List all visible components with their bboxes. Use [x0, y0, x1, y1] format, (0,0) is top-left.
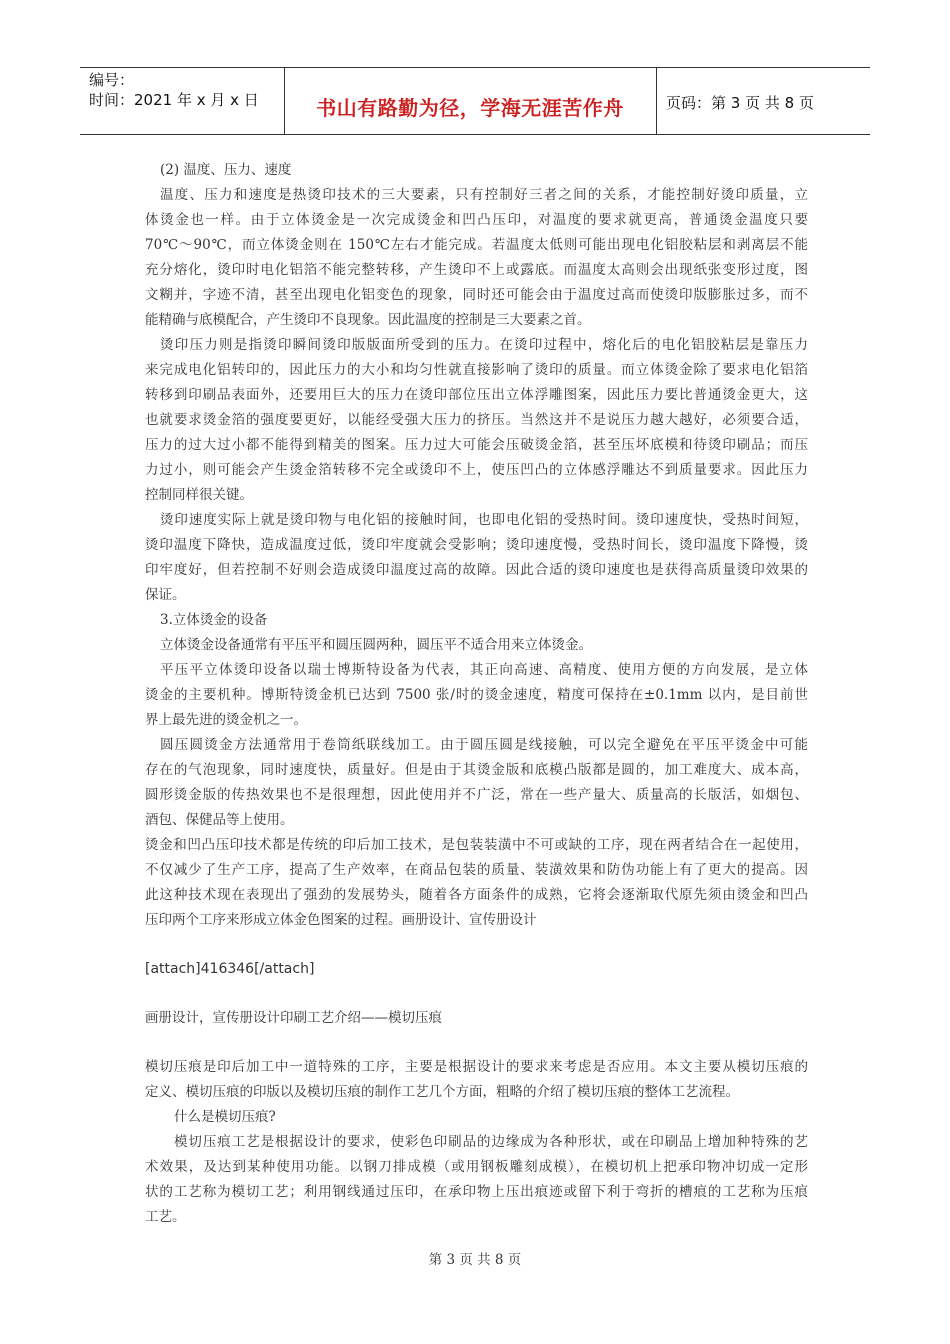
- text-line: 也就要求烫金箔的强度要更好，以能经受强大压力的挤压。当然这并不是说压力越大越好，必须要合适，: [145, 412, 808, 428]
- page-footer: 第 3 页 共 8 页: [428, 1252, 522, 1268]
- text-line: 来完成电化铝转印的，因此压力的大小和均匀性就直接影响了烫印的质量。而立体烫金除了要求电化铝箔: [145, 362, 808, 378]
- section-heading: (2) 温度、压力、速度: [160, 162, 292, 178]
- text-line: 保证。: [145, 587, 186, 603]
- text-line: 文糊并，字迹不清，甚至出现电化铝变色的现象，同时还可能会由于温度过高而使烫印版膨胀过多，而不: [145, 287, 808, 303]
- text-line: 存在的气泡现象，同时速度快，质量好。但是由于其烫金版和底模凸版都是圆的，加工难度大、成本高，: [145, 762, 808, 778]
- header-motto: 书山有路勤为径，学海无涯苦作舟: [316, 96, 624, 120]
- text-line: 平压平立体烫印设备以瑞士博斯特设备为代表，其正向高速、高精度、使用方便的方向发展，是立体: [160, 662, 808, 678]
- text-line: 圆压圆烫金方法通常用于卷筒纸联线加工。由于圆压圆是线接触，可以完全避免在平压平烫金中可能: [160, 737, 808, 753]
- text-line: 术效果，及达到某种使用功能。以钢刀排成模（或用钢板雕刻成模），在模切机上把承印物冲切成一定形: [145, 1159, 808, 1175]
- text-line: 压印两个工序来形成立体金色图案的过程。画册设计、宣传册设计: [145, 912, 537, 928]
- header-page-label: 页码：第 3 页 共 8 页: [666, 94, 814, 112]
- text-line: 工艺。: [145, 1209, 186, 1225]
- text-line: 烫金的主要机种。博斯特烫金机已达到 7500 张/时的烫金速度，精度可保持在±0.1mm 以内，是目前世: [145, 687, 808, 703]
- text-line: 圆形烫金版的传热效果也不是很理想，因此使用并不广泛，常在一些产量大、质量高的长版活，如烟包、: [145, 787, 808, 803]
- text-line: 立体烫金设备通常有平压平和圆压圆两种，圆压平不适合用来立体烫金。: [160, 637, 592, 653]
- text-line: 温度、压力和速度是热烫印技术的三大要素，只有控制好三者之间的关系，才能控制好烫印质量，立: [160, 187, 808, 203]
- code-label: 编号：: [89, 71, 135, 89]
- header-meta: [89, 70, 259, 110]
- text-line: 力过小，则可能会产生烫金箔转移不完全或烫印不上，使压凹凸的立体感浮雕达不到质量要求。因此压力: [145, 462, 808, 478]
- text-line: 此这种技术现在表现出了强劲的发展势头，随着各方面条件的成熟，它将会逐渐取代原先须由烫金和凹凸: [145, 887, 808, 903]
- text-line: 烫印压力则是指烫印瞬间烫印版版面所受到的压力。在烫印过程中，熔化后的电化铝胶粘层是靠压力: [160, 337, 808, 353]
- text-line: 控制同样很关键。: [145, 487, 253, 503]
- text-line: 体烫金也一样。由于立体烫金是一次完成烫金和凹凸压印，对温度的要求就更高，普通烫金温度只要: [145, 212, 808, 228]
- text-line: 酒包、保健品等上使用。: [145, 812, 294, 828]
- text-line: 充分熔化，烫印时电化铝箔不能完整转移，产生烫印不上或露底。而温度太高则会出现纸张变形过度，图: [145, 262, 808, 278]
- header-table: [80, 67, 870, 135]
- text-line: 界上最先进的烫金机之一。: [145, 712, 307, 728]
- date-line: 时间：2021 年 x 月 x 日: [89, 91, 259, 109]
- article-title: 画册设计，宣传册设计印刷工艺介绍——模切压痕: [145, 1010, 442, 1026]
- section-heading: 3.立体烫金的设备: [160, 612, 268, 628]
- text-line: 状的工艺称为模切工艺；利用钢线通过压印，在承印物上压出痕迹或留下利于弯折的槽痕的工艺称为压痕: [145, 1184, 808, 1200]
- text-line: 70℃～90℃，而立体烫金则在 150℃左右才能完成。若温度太低则可能出现电化铝胶粘层和剥离层不能: [145, 237, 808, 253]
- attach-placeholder: [attach]416346[/attach]: [145, 961, 315, 977]
- text-line: 烫金和凹凸压印技术都是传统的印后加工技术，是包装装潢中不可或缺的工序，现在两者结合在一起使用，: [145, 837, 808, 853]
- text-line: 模切压痕是印后加工中一道特殊的工序，主要是根据设计的要求来考虑是否应用。本文主要从模切压痕的: [145, 1059, 808, 1075]
- text-line: 烫印温度下降快，造成温度过低，烫印牢度就会受影响；烫印速度慢，受热时间长，烫印温度下降慢，烫: [145, 537, 808, 553]
- header-divider: [656, 68, 657, 134]
- text-line: 印牢度好，但若控制不好则会造成烫印温度过高的故障。因此合适的烫印速度也是获得高质量烫印效果的: [145, 562, 808, 578]
- text-line: 不仅减少了生产工序，提高了生产效率，在商品包装的质量、装潢效果和防伪功能上有了更大的提高。因: [145, 862, 808, 878]
- text-line: 压力的过大过小都不能得到精美的图案。压力过大可能会压破烫金箔，甚至压坏底模和待烫印刷品；而压: [145, 437, 808, 453]
- text-line: 转移到印刷品表面外，还要用巨大的压力在烫印部位压出立体浮雕图案，因此压力要比普通烫金更大，这: [145, 387, 808, 403]
- subheading: 什么是模切压痕?: [174, 1109, 276, 1125]
- text-line: 模切压痕工艺是根据设计的要求，使彩色印刷品的边缘成为各种形状，或在印刷品上增加种特殊的艺: [174, 1134, 808, 1150]
- document-body: [145, 158, 808, 1230]
- text-line: 能精确与底模配合，产生烫印不良现象。因此温度的控制是三大要素之首。: [145, 312, 591, 328]
- text-line: 定义、模切压痕的印版以及模切压痕的制作工艺几个方面，粗略的介绍了模切压痕的整体工艺流程。: [145, 1084, 739, 1100]
- text-line: 烫印速度实际上就是烫印物与电化铝的接触时间，也即电化铝的受热时间。烫印速度快，受热时间短，: [160, 512, 808, 528]
